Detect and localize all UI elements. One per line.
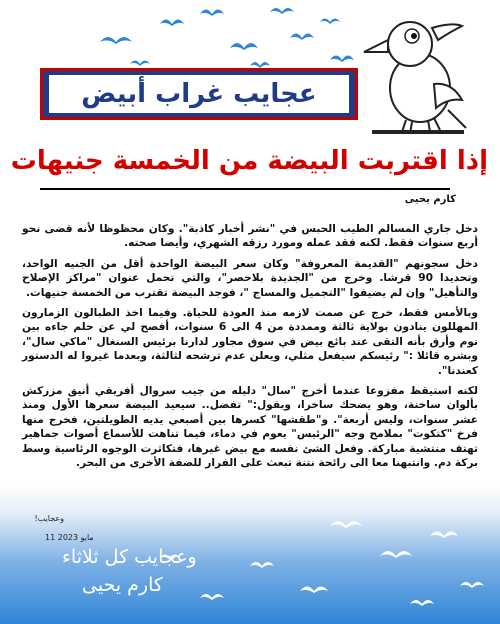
- bird-icon: [330, 56, 354, 63]
- bird-icon: [200, 594, 224, 600]
- closing-line-1: وعجايب كل ثلاثاء: [62, 546, 197, 568]
- closing-line-2: كارم يحيى: [82, 574, 163, 596]
- bird-icon: [380, 551, 412, 558]
- article-body: [22, 222, 478, 477]
- brand-banner-inner: [49, 75, 349, 113]
- brand-banner: [40, 68, 358, 120]
- brand-title: عجايب غراب أبيض: [81, 79, 317, 109]
- bird-icon: [320, 19, 340, 25]
- white-crow-icon: [362, 6, 472, 136]
- bird-icon: [300, 587, 328, 594]
- bird-icon: [200, 10, 224, 17]
- paragraph: دخل جاري المسالم الطيب الحبس في "نشر أخبار كاذبة". وكان محظوظا لأنه قضى نحو أربع سنوات فقط. لكنه فقد عمله ومورد رزقه الشهري، وأيضا صحته.: [22, 223, 478, 250]
- bird-icon: [270, 8, 294, 14]
- headline-divider: [40, 188, 450, 190]
- bird-icon: [250, 562, 274, 568]
- bird-icon: [460, 582, 484, 588]
- header: [0, 0, 500, 145]
- bird-icon: [160, 20, 184, 27]
- paragraph: دخل سجونهم "القديمة المعروفة" وكان سعر البيضة الواحدة أقل من الجنيه الواحد، وتحديدا 90 قرشا. وخرج من "الجديدة بلاحصر"، والتي تحمل عنوان "مراكز الإصلاح والتأهيل" وإن لم يضيفوا "التجميل والمساج "، فوجد البيضة تقترب من الخمسة جنيهات.: [22, 257, 478, 299]
- paragraph: وبالأمس فقط، خرج عن صمت لازمه منذ العودة للحياة. وفيما اخذ الطبالون الزمارون المهللون ينادون بولاية ثالثة وممددة من 4 الى 6 سنوات، أفصح لي عن حلم جاءه بين نوم وأرق بأنه التقى عند بائع بيض في سوق مجاور لدارنا برئيس السنغال "ماكي سال"، وبشره قائلا :" رئيسكم سيفعل مثلي، ويعلن عدم ترشحه لثالثة، وبعدما غيروا له الدستور كعندنا".: [22, 307, 478, 377]
- author-byline: كارم يحيى: [404, 194, 456, 205]
- bird-icon: [130, 61, 150, 67]
- bird-icon: [230, 43, 258, 50]
- signoff-small: وعجايب!: [34, 514, 64, 523]
- bird-icon: [330, 521, 362, 528]
- article-headline: إذا اقتربت البيضة من الخمسة جنيهات: [10, 146, 488, 176]
- publish-date: 11 مايو 2023: [45, 533, 94, 542]
- bird-icon: [290, 34, 314, 41]
- bird-icon: [430, 532, 458, 539]
- bird-icon: [100, 37, 132, 44]
- bird-icon: [410, 600, 434, 606]
- paragraph: لكنه استيقظ مفزوعا عندما أخرج "سال" دليله من جيب سروال أفريقي أنيق مزركش بألوان ساخنة، وهو يضحك ساخرا، ويقول:" تفضل.. سيعيد البيضة سعرها الأول ومنذ عشر سنوات، وليس أربعة". و"طقشها" كسرها بين أصبعي يديه الطويلتين، فخرج منها فرخ "كتكوت" بملامح وجه "الرئيس" يعوم في دماء، فيما تناهت للأسماع أصوات جماهير تهتف منتشية مباركة. وفعل الشئ نفسه مع بيض غيرها، فتكاثرت الوجوه الرئاسية وسط بركة دم. وانتبهنا معا الى رائحة نتنة تبعث على الفرار للضفة الأخرى من البحر.: [22, 385, 478, 470]
